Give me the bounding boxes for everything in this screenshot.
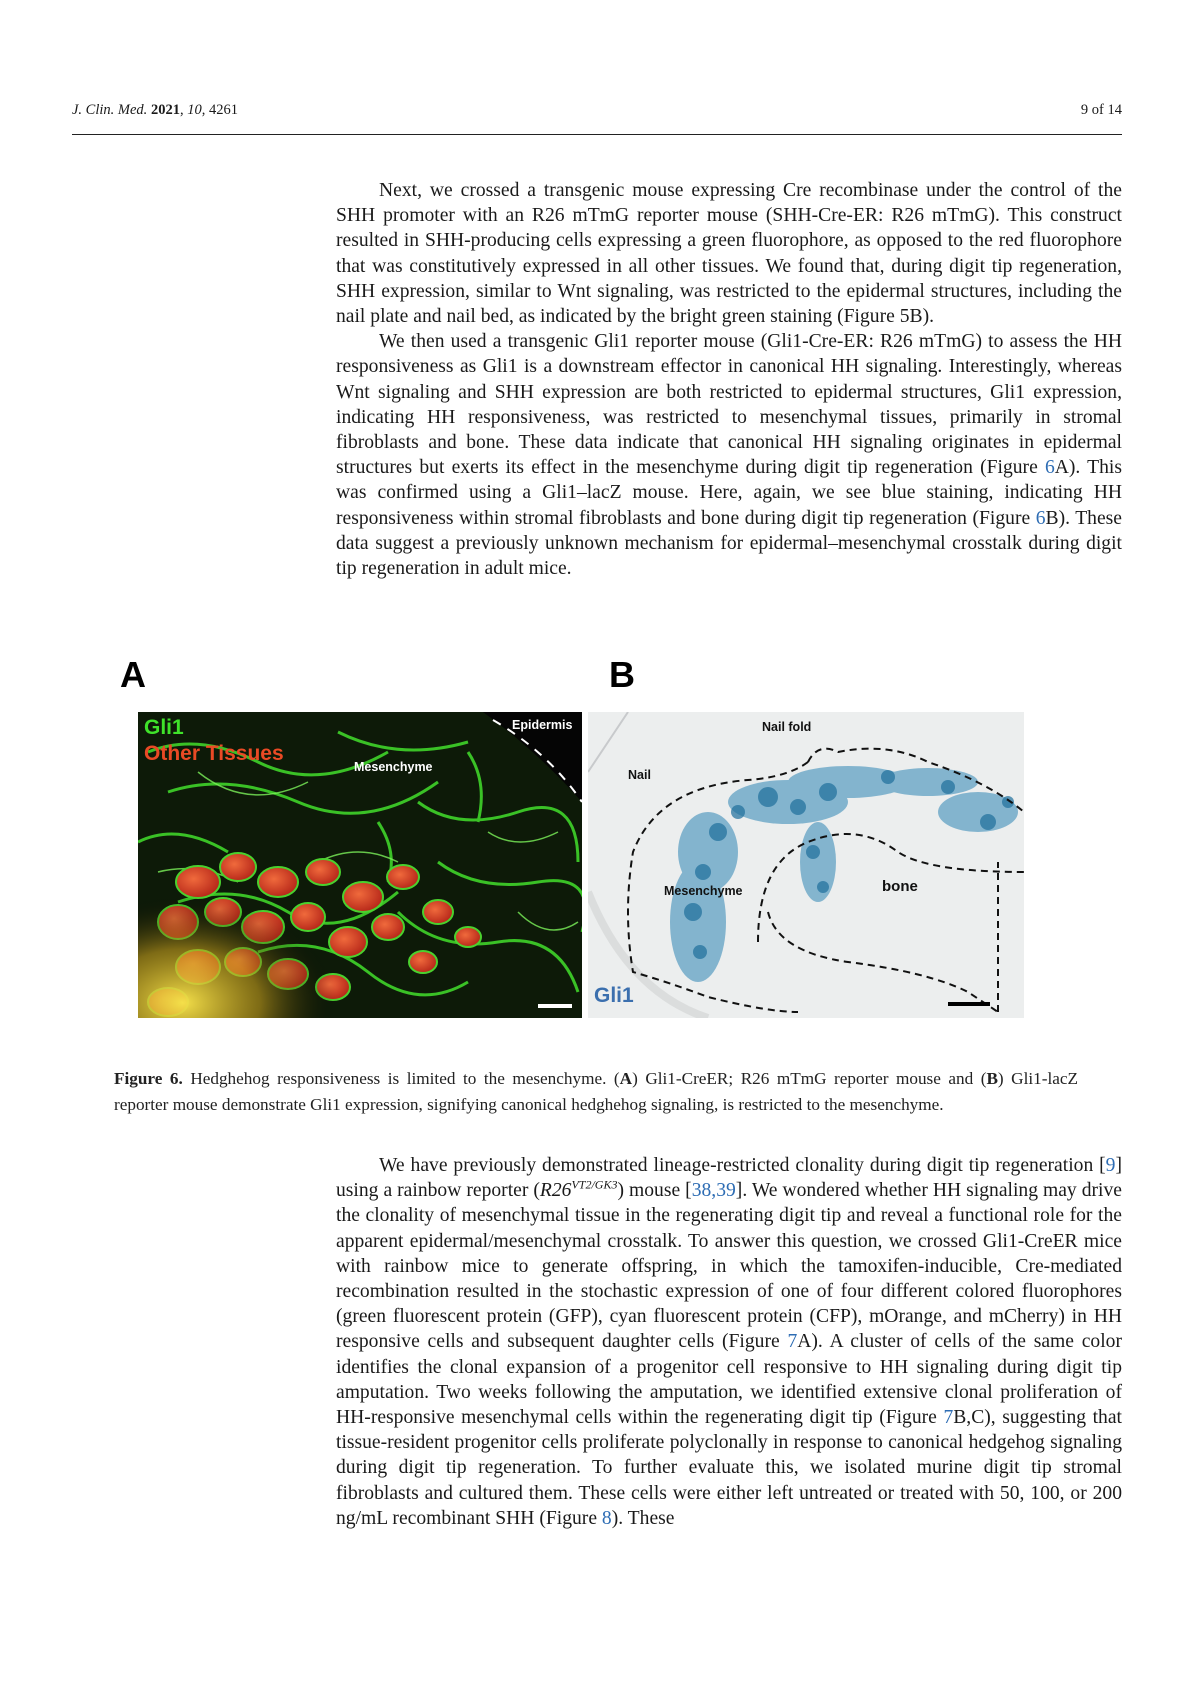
paragraph-3-text-5: A). A cluster of cells of the same color identifies the clonal expansion of a progenitor cell responsive to HH signaling during digit tip amputation. Two weeks following the amputation, we identified extensive clonal proliferation of HH-responsive mesenchymal cells within the regenerating digit tip (Figure — [336, 1331, 1122, 1429]
paragraph-1-text: Next, we crossed a transgenic mouse expressing Cre recombinase under the control of the SHH promoter with an R26 mTmG reporter mouse (SHH-Cre-ER: R26 mTmG). This construct resulted in SHH-producing cells expressing a green fluorophore, as opposed to the red fluorophore that was constitutively expressed in all other tissues. We found that, during digit tip regeneration, SHH expression, similar to Wnt signaling, was restricted to the epidermal structures, including the nail plate and nail bed, as indicated by the bright green staining (Figure 5B). — [336, 180, 1122, 328]
figure-6 — [114, 654, 1074, 1058]
panel-b-lacz — [588, 712, 1024, 1018]
header-rule — [72, 134, 1122, 135]
lacz-image — [588, 712, 1024, 1018]
paragraph-3 — [336, 1153, 1122, 1531]
caption-label: Figure 6. — [114, 1069, 183, 1088]
caption-text-3: ) Gli1-lacZ reporter mouse demonstrate Gli1 expression, signifying canonical hedghehog signaling, is restricted to the mesenchyme. — [114, 1069, 1078, 1114]
page-header — [72, 102, 1122, 132]
label-gli1-b: Gli1 — [594, 984, 634, 1007]
label-nail: Nail — [628, 768, 651, 782]
journal-citation: J. Clin. Med. 2021, 10, 4261 — [72, 102, 238, 118]
body-text-top — [336, 178, 1122, 581]
figure-link[interactable]: 6 — [1044, 457, 1055, 479]
reporter-name: R26 — [539, 1180, 572, 1202]
paragraph-3-text-4: ]. We wondered whether HH signaling may drive the clonality of mesenchymal tissue in the regenerating digit tip and reveal a functional role for the apparent epidermal/mesenchymal crosstalk. To answer this question, we crossed Gli1-CreER mice with rainbow mice to generate offspring, in which the tamoxifen-inducible, Cre-mediated recombination resulted in the stochastic expression of one of four different colored fluorophores (green fluorescent protein (GFP), cyan fluorescent protein (CFP), mOrange, and mCherry) in HH responsive cells and subsequent daughter cells (Figure — [336, 1180, 1122, 1353]
figure-link[interactable]: 7 — [943, 1407, 954, 1429]
caption-panel-a: A — [619, 1069, 633, 1088]
figure-6-caption — [114, 1066, 1078, 1118]
caption-text-2: ) Gli1-CreER; R26 mTmG reporter mouse and ( — [632, 1069, 987, 1088]
reference-link[interactable]: 9 — [1105, 1155, 1116, 1176]
paragraph-2-text-a: We then used a transgenic Gli1 reporter mouse (Gli1-Cre-ER: R26 mTmG) to assess the HH responsiveness as Gli1 is a downstream effector in canonical HH signaling. Interestingly, whereas Wnt signaling and SHH expression are both restricted to epidermal structures, Gli1 expression, indicating HH responsiveness, was restricted to mesenchymal tissues, primarily in stromal fibroblasts and bone. These data indicate that canonical HH signaling originates in epidermal structures but exerts its effect in the mesenchyme during digit tip regeneration (Figure — [336, 331, 1122, 479]
figure-link[interactable]: 6 — [1035, 507, 1046, 529]
body-text-bottom — [336, 1153, 1122, 1531]
label-mesenchyme-b: Mesenchyme — [664, 884, 743, 898]
caption-panel-b: B — [986, 1069, 998, 1088]
legend-other-tissues: Other Tissues — [144, 742, 284, 765]
figure-link[interactable]: 8 — [601, 1507, 612, 1529]
paragraph-2 — [336, 329, 1122, 581]
paragraph-1 — [336, 178, 1122, 329]
journal-year: 2021 — [150, 102, 180, 118]
label-mesenchyme-a: Mesenchyme — [354, 760, 433, 774]
caption-text-1: Hedghehog responsiveness is limited to the mesenchyme. ( — [182, 1069, 620, 1088]
journal-article: 4261 — [208, 102, 238, 118]
paragraph-2-text-c: B). These data suggest a previously unknown mechanism for epidermal–mesenchymal crosstalk during digit tip regeneration in adult mice. — [336, 507, 1122, 580]
legend-gli1: Gli1 — [144, 716, 184, 739]
label-bone: bone — [882, 878, 918, 895]
figure-link[interactable]: 7 — [787, 1331, 798, 1353]
paragraph-3-text-7: ). These — [611, 1507, 675, 1529]
panel-letter-a: A — [120, 654, 146, 695]
label-epidermis: Epidermis — [512, 718, 573, 732]
reporter-superscript: VT2/GK3 — [571, 1177, 618, 1192]
journal-abbrev: J. Clin. Med. — [72, 102, 148, 118]
paragraph-2-text-b: A). This was confirmed using a Gli1–lacZ mouse. Here, again, we see blue staining, indicating HH responsiveness within stromal fibroblasts and bone during digit tip regeneration (Figure — [336, 457, 1122, 529]
page-number: 9 of 14 — [1080, 102, 1122, 118]
panel-a-fluorescence — [138, 712, 582, 1018]
label-nail-fold: Nail fold — [762, 720, 812, 734]
journal-volume: 10 — [187, 102, 202, 118]
paragraph-3-text-3: ) mouse [ — [617, 1180, 692, 1202]
reference-link[interactable]: 38,39 — [691, 1180, 736, 1202]
paragraph-3-text-2: ] using a rainbow reporter ( — [336, 1155, 1122, 1202]
paragraph-3-text-6: B,C), suggesting that tissue-resident progenitor cells proliferate polyclonally in response to canonical hedgehog signaling during digit tip regeneration. To further evaluate this, we isolated murine digit tip stromal fibroblasts and cultured them. These cells were either left untreated or treated with 50, 100, or 200 ng/mL recombinant SHH (Figure — [336, 1407, 1122, 1529]
panel-letter-b: B — [609, 654, 635, 695]
paragraph-3-text-1: We have previously demonstrated lineage-restricted clonality during digit tip regeneration [ — [379, 1155, 1106, 1176]
